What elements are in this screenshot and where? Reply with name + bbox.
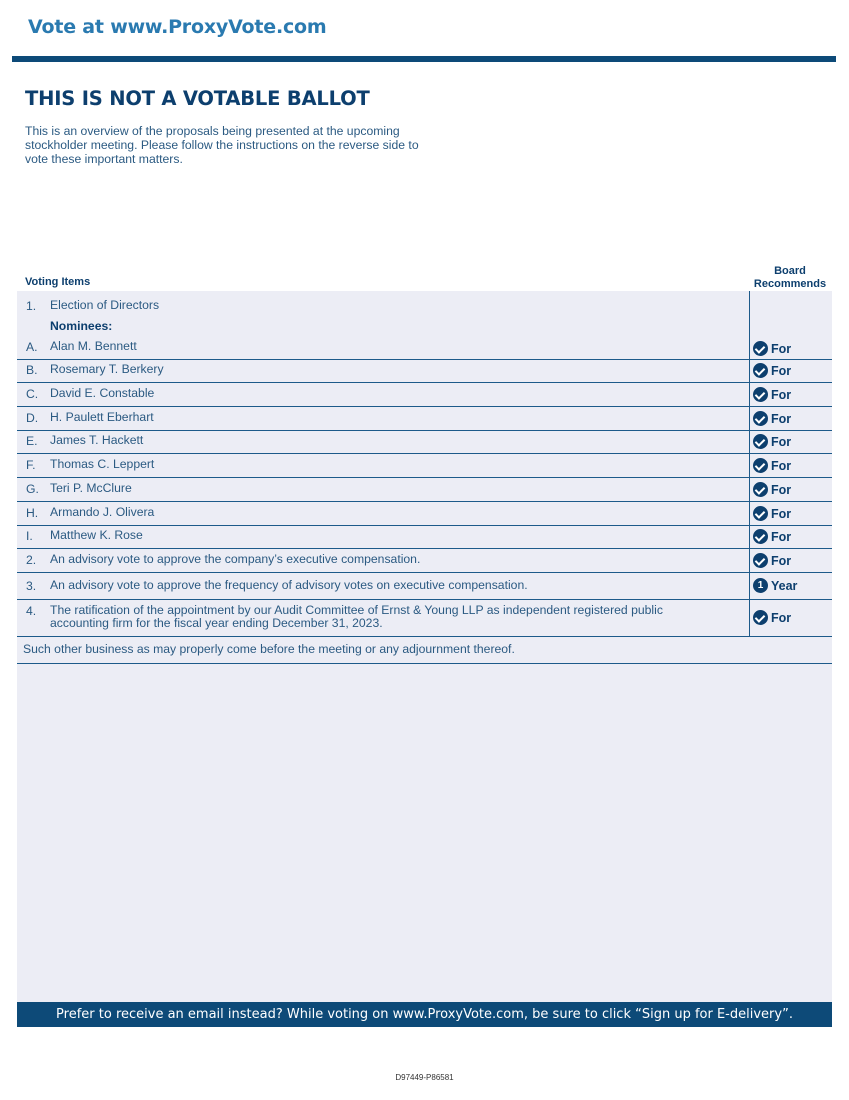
table-row (17, 549, 832, 573)
recommendation-text: For (771, 387, 792, 402)
recommendation (753, 341, 791, 356)
nominee-name: Rosemary T. Berkery (50, 362, 164, 376)
recommendation (753, 387, 791, 402)
intro-text: This is an overview of the proposals being presented at the upcoming stockholder meeting. Please follow the instructions on the reverse side to vote these important matters. (25, 124, 419, 166)
nominee-name: David E. Constable (50, 386, 155, 400)
check-circle-icon (753, 341, 768, 356)
recommendation (753, 434, 791, 449)
recommendation-text: For (771, 610, 792, 625)
proposal-text-line1: The ratification of the appointment by our Audit Committee of Ernst & Young LLP as independent registered public (50, 603, 663, 617)
table-row (17, 454, 832, 478)
table-row (17, 383, 832, 407)
recommendation-text: For (771, 458, 792, 473)
recommendation-text: For (771, 553, 792, 568)
table-row (17, 573, 832, 600)
proposal-text: An advisory vote to approve the frequency of advisory votes on executive compensation. (50, 578, 528, 592)
recommendation (753, 553, 791, 568)
check-circle-icon (753, 482, 768, 497)
board-header-line1: Board (774, 265, 806, 277)
recommendation-text: Year (771, 578, 798, 593)
nominee-letter: E. (26, 434, 38, 448)
item-number: 3. (26, 579, 37, 593)
page-title: THIS IS NOT A VOTABLE BALLOT (25, 87, 370, 110)
nominee-name: Alan M. Bennett (50, 339, 137, 353)
nominee-name: H. Paulett Eberhart (50, 410, 154, 424)
item-number: 1. (26, 299, 37, 313)
recommendation (753, 529, 791, 544)
check-circle-icon (753, 434, 768, 449)
table-row (17, 525, 832, 549)
nominee-letter: B. (26, 363, 38, 377)
recommendation-text: For (771, 411, 792, 426)
recommendation-text: For (771, 363, 792, 378)
check-circle-icon (753, 458, 768, 473)
check-circle-icon (753, 529, 768, 544)
table-row (17, 637, 832, 664)
nominee-letter: F. (26, 458, 36, 472)
nominee-name: Teri P. McClure (50, 481, 132, 495)
header-rule (12, 56, 836, 62)
table-row (17, 359, 832, 383)
nominee-name: Matthew K. Rose (50, 528, 143, 542)
check-circle-icon (753, 553, 768, 568)
nominee-letter: I. (26, 529, 33, 543)
recommendation (753, 458, 791, 473)
board-recommends-header (748, 265, 832, 291)
recommendation (753, 411, 791, 426)
nominee-name: Thomas C. Leppert (50, 457, 155, 471)
board-header-line2: Recommends (753, 278, 827, 290)
recommendation (753, 363, 791, 378)
table-row (17, 291, 832, 360)
proposal-text: An advisory vote to approve the company’s executive compensation. (50, 552, 421, 566)
proxyvote-link[interactable]: Vote at www.ProxyVote.com (28, 16, 327, 38)
nominee-name: James T. Hackett (50, 433, 144, 447)
recommendation (753, 578, 797, 593)
voting-items-table (17, 291, 832, 1025)
table-row (17, 430, 832, 454)
recommendation-text: For (771, 506, 792, 521)
nominee-letter: G. (26, 482, 39, 496)
recommendation-text: For (771, 529, 792, 544)
document-code: D97449-P86581 (395, 1073, 454, 1082)
number-circle-icon: 1 (753, 578, 768, 593)
check-circle-icon (753, 506, 768, 521)
item-number: 4. (26, 604, 37, 618)
e-delivery-banner: Prefer to receive an email instead? While voting on www.ProxyVote.com, be sure to click “Sign up for E-delivery”. (17, 1002, 832, 1027)
voting-items-header: Voting Items (25, 276, 91, 288)
nominee-name: Armando J. Olivera (50, 505, 155, 519)
recommendation (753, 610, 791, 625)
nominee-letter: C. (26, 387, 39, 401)
recommendation (753, 482, 791, 497)
table-row (17, 600, 832, 637)
recommendation (753, 506, 791, 521)
check-circle-icon (753, 610, 768, 625)
table-row (17, 407, 832, 431)
check-circle-icon (753, 411, 768, 426)
nominees-label: Nominees: (50, 319, 113, 333)
recommendation-text: For (771, 341, 792, 356)
check-circle-icon (753, 363, 768, 378)
recommendation-text: For (771, 434, 792, 449)
check-circle-icon (753, 387, 768, 402)
nominee-letter: H. (26, 506, 39, 520)
recommendation-text: For (771, 482, 792, 497)
table-row (17, 502, 832, 526)
proposal-text-line2: accounting firm for the fiscal year ending December 31, 2023. (50, 616, 383, 630)
nominee-letter: D. (26, 411, 39, 425)
other-business-text: Such other business as may properly come before the meeting or any adjournment thereof. (23, 642, 515, 656)
nominee-letter: A. (26, 340, 38, 354)
item-number: 2. (26, 553, 37, 567)
item-label: Election of Directors (50, 298, 160, 312)
table-row (17, 478, 832, 502)
